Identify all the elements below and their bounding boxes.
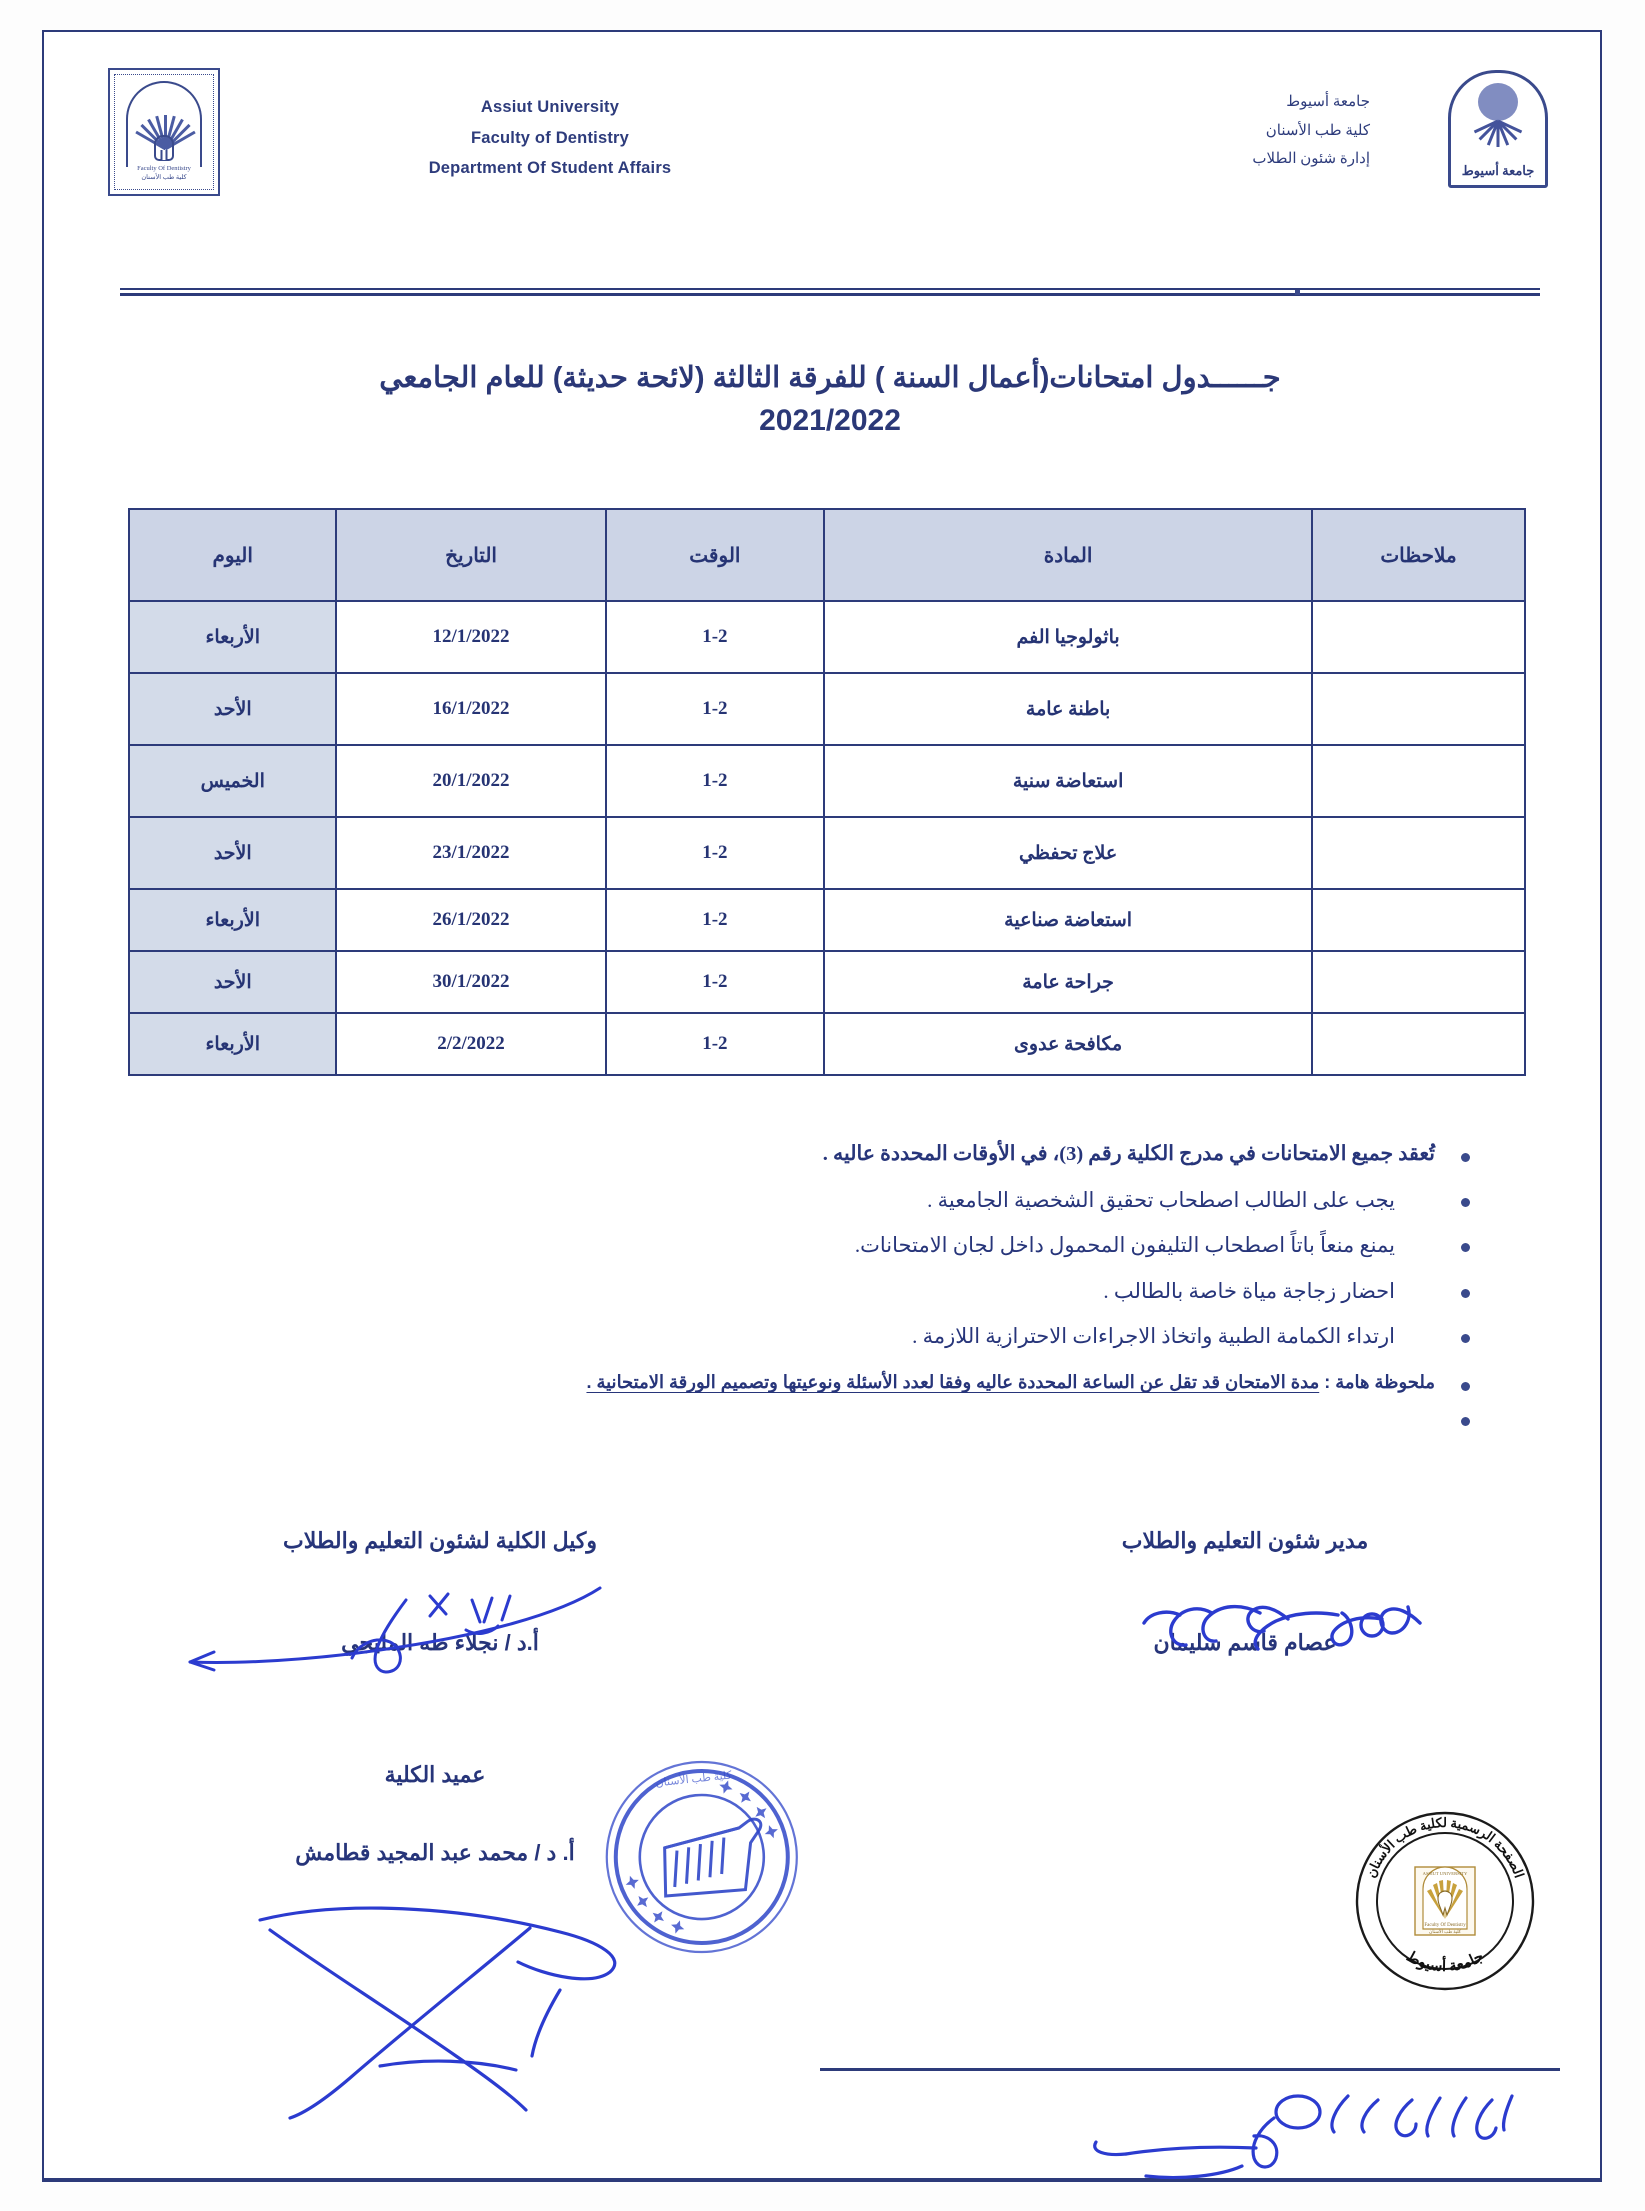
tooth-icon (154, 135, 174, 161)
table-row (129, 889, 1525, 951)
cell-notes (1312, 951, 1525, 1013)
instruction-text: يجب على الطالب اصطحاب تحقيق الشخصية الجامعية . (927, 1187, 1395, 1212)
instruction-text: ارتداء الكمامة الطبية واتخاذ الاجراءات الاحترازية اللازمة . (912, 1324, 1395, 1349)
logo-right-label: جامعة أسيوط (1461, 163, 1535, 179)
cell-notes (1312, 889, 1525, 951)
important-note-label: ملحوظة هامة : (1324, 1372, 1435, 1393)
sun-disc-icon (1478, 83, 1518, 121)
instruction-text: يمنع منعاً باتاً اصطحاب التليفون المحمول داخل لجان الامتحانات. (854, 1233, 1395, 1258)
cell-subject: استعاضة صناعية (824, 889, 1312, 951)
document-header (60, 40, 1560, 220)
cell-date: 26/1/2022 (336, 889, 605, 951)
column-header-day: اليوم (129, 509, 336, 601)
header-en-line-2: Faculty of Dentistry (470, 128, 630, 147)
table-row (129, 601, 1525, 673)
bullet-icon (1461, 1289, 1470, 1298)
cell-day: الأربعاء (129, 1013, 336, 1075)
svg-text:كلية طب الأسنان: كلية طب الأسنان (1429, 1929, 1461, 1934)
table-header-row (129, 509, 1525, 601)
cell-day: الأربعاء (129, 601, 336, 673)
cell-time: 1-2 (606, 745, 825, 817)
column-header-subject: المادة (824, 509, 1312, 601)
assiut-university-logo-right (1448, 70, 1548, 188)
table-row (129, 745, 1525, 817)
cell-time: 1-2 (606, 817, 825, 889)
svg-text:كلية طب الأسنان: كلية طب الأسنان (654, 1769, 733, 1790)
important-note-text (200, 1369, 1435, 1395)
header-en-line-1: Assiut University (480, 98, 620, 116)
bullet-icon (1461, 1334, 1470, 1343)
signature-block-vice-dean (200, 1528, 680, 1656)
table-row (129, 817, 1525, 889)
bullet-icon (1461, 1417, 1470, 1426)
table-row (129, 951, 1525, 1013)
column-header-time: الوقت (606, 509, 825, 601)
instruction-text: احضار زجاجة مياة خاصة بالطالب . (1103, 1278, 1395, 1303)
bullet-icon (1461, 1382, 1470, 1391)
cell-time: 1-2 (606, 601, 825, 673)
list-item (200, 1321, 1470, 1351)
important-note-item (200, 1369, 1470, 1395)
header-arabic-block (1070, 88, 1370, 174)
column-header-notes: ملاحظات (1312, 509, 1525, 601)
signature-block-dean (215, 1762, 655, 1866)
logo-caption-en: Faculty Of Dentistry (137, 164, 191, 172)
header-ar-line-3: إدارة شئون الطلاب (1252, 151, 1370, 167)
official-blue-stamp (592, 1752, 812, 1967)
cell-date: 12/1/2022 (336, 601, 605, 673)
cell-date: 16/1/2022 (336, 673, 605, 745)
cell-date: 30/1/2022 (336, 951, 605, 1013)
cell-subject: جراحة عامة (824, 951, 1312, 1013)
cell-day: الأحد (129, 673, 336, 745)
scan-artifact-mark (1295, 290, 1300, 295)
bullet-icon (1461, 1243, 1470, 1252)
cell-day: الخميس (129, 745, 336, 817)
official-faculty-seal (1345, 1805, 1545, 2000)
signature-title: وكيل الكلية لشئون التعليم والطلاب (283, 1528, 597, 1553)
important-note-body: مدة الامتحان قد تقل عن الساعة المحددة عاليه وفقا لعدد الأسئلة ونوعيتها وتصميم الورقة الامتحانية . (586, 1372, 1320, 1393)
cell-subject: مكافحة عدوى (824, 1013, 1312, 1075)
signature-name: أ.د / نجلاء طه المليجي (341, 1630, 539, 1655)
instructions-list (200, 1140, 1470, 1441)
signature-title: مدير شئون التعليم والطلاب (1121, 1528, 1369, 1553)
faculty-of-dentistry-logo-left (108, 68, 220, 196)
cell-day: الأربعاء (129, 889, 336, 951)
cell-time: 1-2 (606, 951, 825, 1013)
svg-text:Faculty Of Dentistry: Faculty Of Dentistry (1424, 1923, 1466, 1928)
cell-time: 1-2 (606, 1013, 825, 1075)
header-english-block (350, 92, 750, 184)
bullet-icon (1461, 1153, 1470, 1162)
cell-notes (1312, 817, 1525, 889)
page-title (120, 360, 1540, 438)
header-ar-line-1: جامعة أسيوط (1286, 94, 1370, 110)
header-ar-line-2: كلية طب الأسنان (1265, 122, 1370, 139)
table-row (129, 673, 1525, 745)
list-item (200, 1276, 1470, 1306)
cell-notes (1312, 745, 1525, 817)
list-item (200, 1140, 1470, 1170)
seal-text-bottom: جامعة أسيوط (1403, 1948, 1487, 1976)
table-head (129, 509, 1525, 601)
seal-text-top: الصفحة الرسمية لكلية طب الأسنان (1363, 1814, 1527, 1880)
page-title-academic-year: 2021/2022 (759, 404, 901, 438)
table-row (129, 1013, 1525, 1075)
svg-text:ASSIUT UNIVERSITY: ASSIUT UNIVERSITY (1422, 1871, 1468, 1876)
header-en-line-3: Department Of Student Affairs (428, 159, 672, 178)
cell-subject: باطنة عامة (824, 673, 1312, 745)
cell-time: 1-2 (606, 673, 825, 745)
svg-text:جامعة أسيوط (1403, 1949, 1486, 1976)
cell-subject: باثولوجيا الفم (824, 601, 1312, 673)
column-header-date: التاريخ (336, 509, 605, 601)
cell-notes (1312, 1013, 1525, 1075)
list-item (200, 1230, 1470, 1260)
cell-date: 20/1/2022 (336, 745, 605, 817)
signature-name: أ. د / محمد عبد المجيد قطامش (295, 1840, 575, 1865)
exam-schedule-table (128, 508, 1526, 1076)
empty-bullet-item (200, 1411, 1470, 1426)
logo-caption-ar: كلية طب الأسنان (141, 174, 187, 182)
cell-time: 1-2 (606, 889, 825, 951)
signature-title: عميد الكلية (384, 1762, 486, 1787)
cell-notes (1312, 673, 1525, 745)
exam-schedule-table-container (128, 508, 1526, 1076)
cell-subject: استعاضة سنية (824, 745, 1312, 817)
list-item (200, 1185, 1470, 1215)
bullet-icon (1461, 1198, 1470, 1207)
page-title-line-1: جــــــدول امتحانات(أعمال السنة ) للفرقة الثالثة (لائحة حديثة) للعام الجامعي (379, 362, 1281, 394)
cell-date: 23/1/2022 (336, 817, 605, 889)
page-bottom-rule (42, 2180, 1602, 2182)
cell-day: الأحد (129, 817, 336, 889)
cell-notes (1312, 601, 1525, 673)
table-body (129, 601, 1525, 1075)
signature-block-student-affairs (1030, 1528, 1460, 1656)
handwritten-bottom-annotation (1060, 2070, 1540, 2190)
header-divider-rule (120, 288, 1540, 296)
signature-name: عصام قاسم سليمان (1153, 1630, 1337, 1655)
cell-day: الأحد (129, 951, 336, 1013)
cell-subject: علاج تحفظي (824, 817, 1312, 889)
instruction-text: تُعقد جميع الامتحانات في مدرج الكلية رقم (3)، في الأوقات المحددة عاليه . (822, 1143, 1435, 1165)
logo-left-caption (115, 164, 213, 184)
cell-date: 2/2/2022 (336, 1013, 605, 1075)
